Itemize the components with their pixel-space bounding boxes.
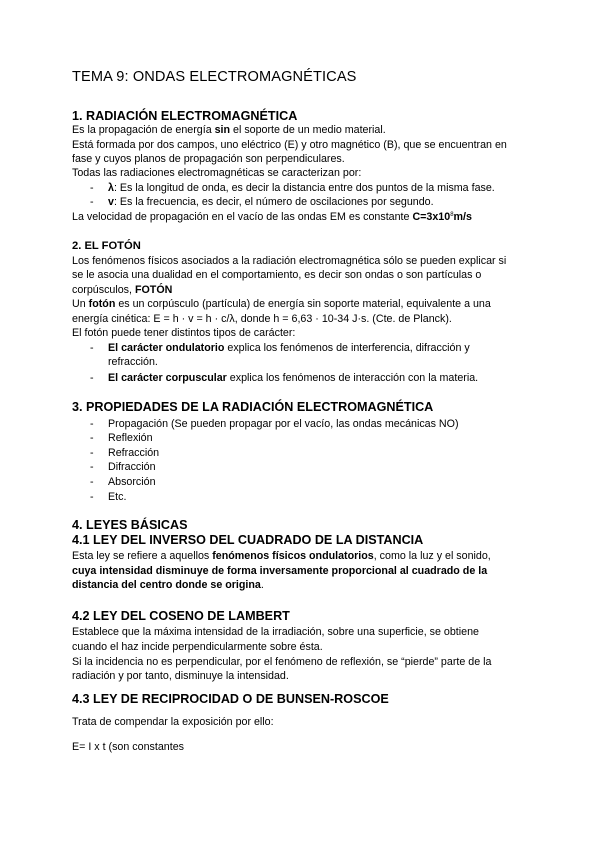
section-4-heading: 4. LEYES BÁSICAS — [72, 518, 188, 532]
s43-line-1: Trata de compendar la exposición por ello: — [72, 716, 274, 728]
bullet-dash: - — [90, 418, 94, 430]
s2-bullet-2: El carácter corpuscular explica los fenómenos de interacción con la materia. — [108, 372, 479, 384]
bullet-dash: - — [90, 432, 94, 444]
bullet-dash: - — [90, 196, 94, 208]
s2-line-2: se le asocia una dualidad en el comportamiento, es decir son ondas o son partículas o — [72, 269, 482, 281]
s1-line-4: Todas las radiaciones electromagnéticas se caracterizan por: — [72, 167, 362, 179]
bullet-dash: - — [90, 491, 94, 503]
s2-line-6: El fotón puede tener distintos tipos de carácter: — [72, 327, 296, 339]
s2-line-1: Los fenómenos físicos asociados a la radiación electromagnética sólo se pueden explicar si — [72, 255, 507, 267]
s2-bullet-1: El carácter ondulatorio explica los fenómenos de interferencia, difracción y — [108, 342, 470, 354]
bullet-dash: - — [90, 182, 94, 194]
section-2-heading: 2. EL FOTÓN — [72, 240, 141, 252]
s2-line-5: energía cinética: E = h · v = h · c/λ, donde h = 6,63 · 10-34 J·s. (Cte. de Planck). — [72, 313, 452, 325]
section-4-1-heading: 4.1 LEY DEL INVERSO DEL CUADRADO DE LA DISTANCIA — [72, 533, 424, 547]
s43-line-2: E= I x t (son constantes — [72, 741, 184, 753]
bullet-dash: - — [90, 461, 94, 473]
s42-line-4: radiación y por tanto, disminuye la intensidad. — [72, 670, 289, 682]
s1-line-1: Es la propagación de energía sin el soporte de un medio material. — [72, 124, 386, 136]
s3-item: Etc. — [108, 491, 127, 503]
section-1-heading: 1. RADIACIÓN ELECTROMAGNÉTICA — [72, 109, 298, 123]
bullet-dash: - — [90, 342, 94, 354]
section-4-3-heading: 4.3 LEY DE RECIPROCIDAD O DE BUNSEN-ROSCOE — [72, 692, 389, 706]
section-3-heading: 3. PROPIEDADES DE LA RADIACIÓN ELECTROMAGNÉTICA — [72, 400, 434, 414]
s41-line-3: distancia del centro donde se origina. — [72, 579, 264, 591]
s1-line-2: Está formada por dos campos, uno eléctrico (E) y otro magnético (B), que se encuentran en — [72, 139, 507, 151]
s3-item: Difracción — [108, 461, 156, 473]
s41-line-2: cuya intensidad disminuye de forma inversamente proporcional al cuadrado de la — [72, 565, 488, 577]
s2-bullet-1-cont: refracción. — [108, 356, 158, 368]
s1-bullet-1: λ: Es la longitud de onda, es decir la distancia entre dos puntos de la misma fase. — [108, 182, 495, 194]
s42-line-1: Establece que la máxima intensidad de la irradiación, sobre una superficie, se obtiene — [72, 626, 479, 638]
s2-line-3: corpúsculos, FOTÓN — [72, 284, 173, 296]
bullet-dash: - — [90, 372, 94, 384]
page-title: TEMA 9: ONDAS ELECTROMAGNÉTICAS — [72, 69, 357, 85]
s2-line-4: Un fotón es un corpúsculo (partícula) de energía sin soporte material, equivalente a una — [72, 298, 491, 310]
s41-line-1: Esta ley se refiere a aquellos fenómenos físicos ondulatorios, como la luz y el sonido, — [72, 550, 491, 562]
s42-line-3: Si la incidencia no es perpendicular, por el fenómeno de reflexión, se “pierde” parte de la — [72, 656, 492, 668]
s1-line-5: La velocidad de propagación en el vacío de las ondas EM es constante $C=3x10^8m/s$ — [72, 211, 472, 223]
s3-item: Absorción — [108, 476, 156, 488]
s42-line-2: cuando el haz incide perpendicularmente sobre ésta. — [72, 641, 323, 653]
s3-item: Reflexión — [108, 432, 153, 444]
s1-line-3: fase y cuyos planos de propagación son perpendiculares. — [72, 153, 345, 165]
bullet-dash: - — [90, 447, 94, 459]
s3-item: Refracción — [108, 447, 160, 459]
bullet-dash: - — [90, 476, 94, 488]
section-4-2-heading: 4.2 LEY DEL COSENO DE LAMBERT — [72, 609, 290, 623]
s3-item: Propagación (Se pueden propagar por el vacío, las ondas mecánicas NO) — [108, 418, 459, 430]
s1-bullet-2: v: Es la frecuencia, es decir, el número de oscilaciones por segundo. — [108, 196, 434, 208]
